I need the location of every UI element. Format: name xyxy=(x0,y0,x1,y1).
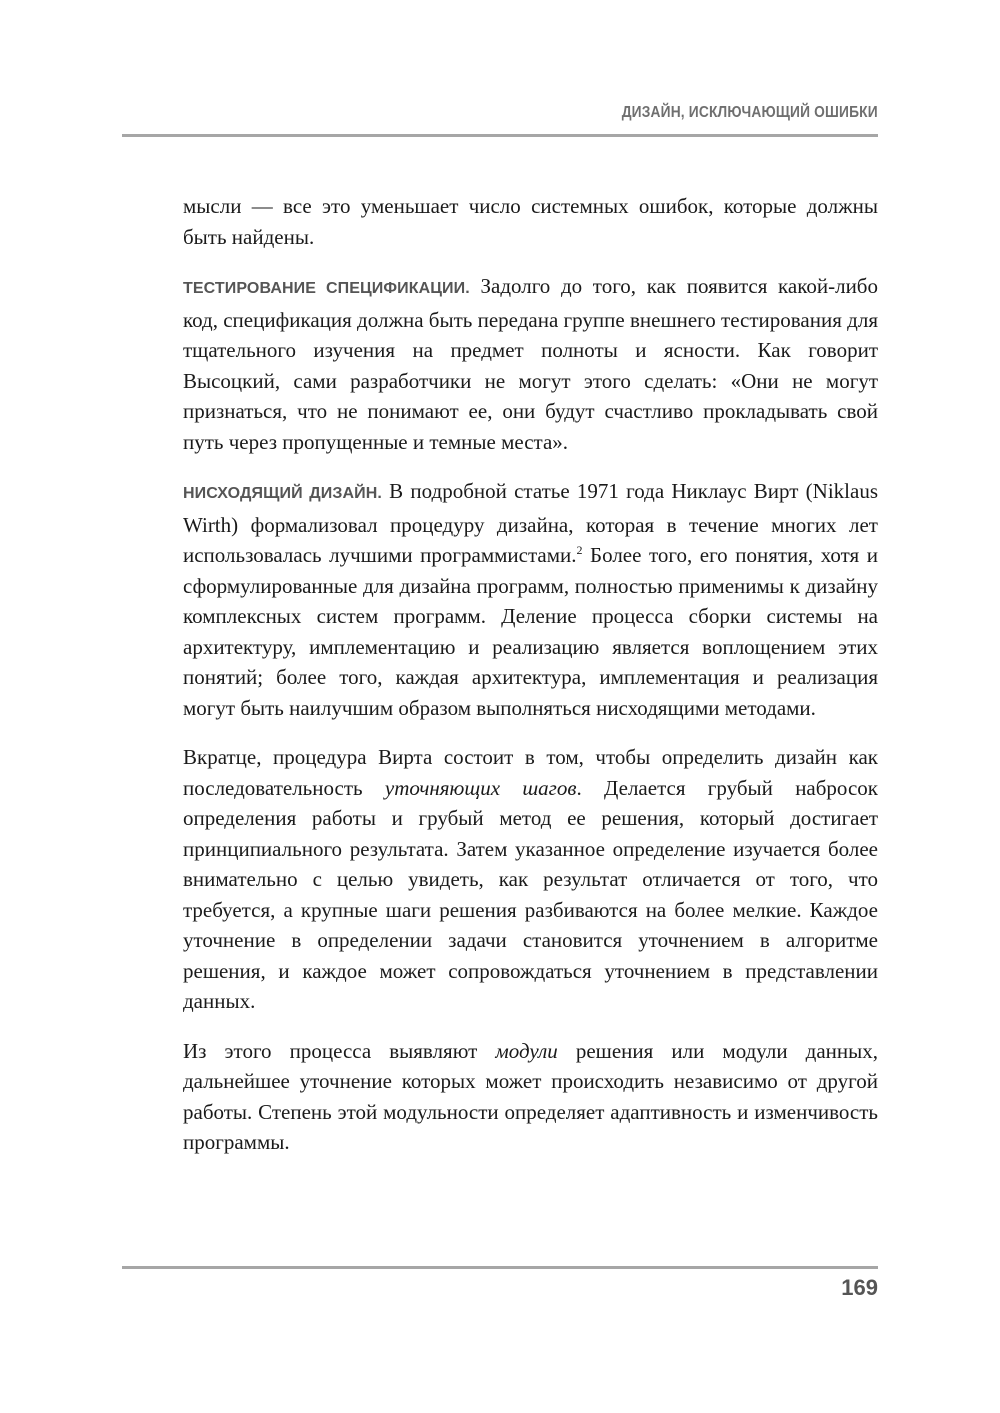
paragraph-modules xyxy=(183,1036,878,1158)
emphasis-refinement-steps: уточняющих шагов xyxy=(384,775,577,800)
paragraph-top-down-text-continued: Более того, его понятия, хотя и сформулированные для дизайна программ, полностью применимы к дизайну комплексных систем программ. Деление процесса сборки системы на архитектуру, имплементацию и реализацию является воплощением этих понятий; более того, каждая архитектура, имплементация и реализация могут быть наилучшим образом выполняться нисходящими методами. xyxy=(183,543,878,720)
page-body xyxy=(183,191,878,1177)
running-head: ДИЗАЙН, ИСКЛЮЧАЮЩИЙ ОШИБКИ xyxy=(621,104,878,121)
footer-rule xyxy=(122,1266,878,1269)
paragraph-refinement-steps xyxy=(183,742,878,1017)
section-heading-top-down-design: НИСХОДЯЩИЙ ДИЗАЙН. xyxy=(183,485,382,502)
paragraph-1 xyxy=(183,191,878,252)
paragraph-refinement-text-start: Вкратце, процедура Вирта состоит в том, чтобы определить дизайн как последовательность xyxy=(183,745,878,800)
emphasis-modules: модули xyxy=(495,1038,558,1063)
paragraph-1-text: мысли — все это уменьшает число системных ошибок, которые должны быть найдены. xyxy=(183,194,878,249)
paragraph-modules-text-start: Из этого процесса выявляют xyxy=(183,1038,496,1063)
paragraph-top-down-design xyxy=(183,476,878,723)
header-rule xyxy=(122,134,878,137)
paragraph-spec-testing xyxy=(183,271,878,457)
footnote-marker[interactable]: 2 xyxy=(576,543,583,557)
page-number: 169 xyxy=(841,1275,878,1300)
paragraph-modules-text-end: решения или модули данных, дальнейшее уточнение которых может происходить независимо от другой работы. Степень этой модульности определяет адаптивность и изменчивость программы. xyxy=(183,1038,878,1154)
section-heading-spec-testing: ТЕСТИРОВАНИЕ СПЕЦИФИКАЦИИ. xyxy=(183,280,470,297)
paragraph-refinement-text-end: . Делается грубый набросок определения работы и грубый метод ее решения, который достигает принципиального результата. Затем указанное определение изучается более внимательно с целью увидеть, как результат отличается от того, что требуется, а крупные шаги решения разбиваются на более мелкие. Каждое уточнение в определении задачи становится уточнением в алгоритме решения, и каждое может сопровождаться уточнением в представлении данных. xyxy=(183,775,878,1013)
paragraph-spec-testing-text: Задолго до того, как появится какой-либо код, спецификация должна быть передана группе внешнего тестирования для тщательного изучения на предмет полноты и ясности. Как говорит Высоцкий, сами разработчики не могут этого сделать: «Они не могут признаться, что не понимают ее, они будут счастливо прокладывать свой путь через пропущенные и темные места». xyxy=(183,274,878,454)
paragraph-top-down-text: В подробной статье 1971 года Никлаус Вирт (Niklaus Wirth) формализовал процедуру дизайна, которая в течение многих лет использовалась лучшими программистами. xyxy=(183,479,878,567)
